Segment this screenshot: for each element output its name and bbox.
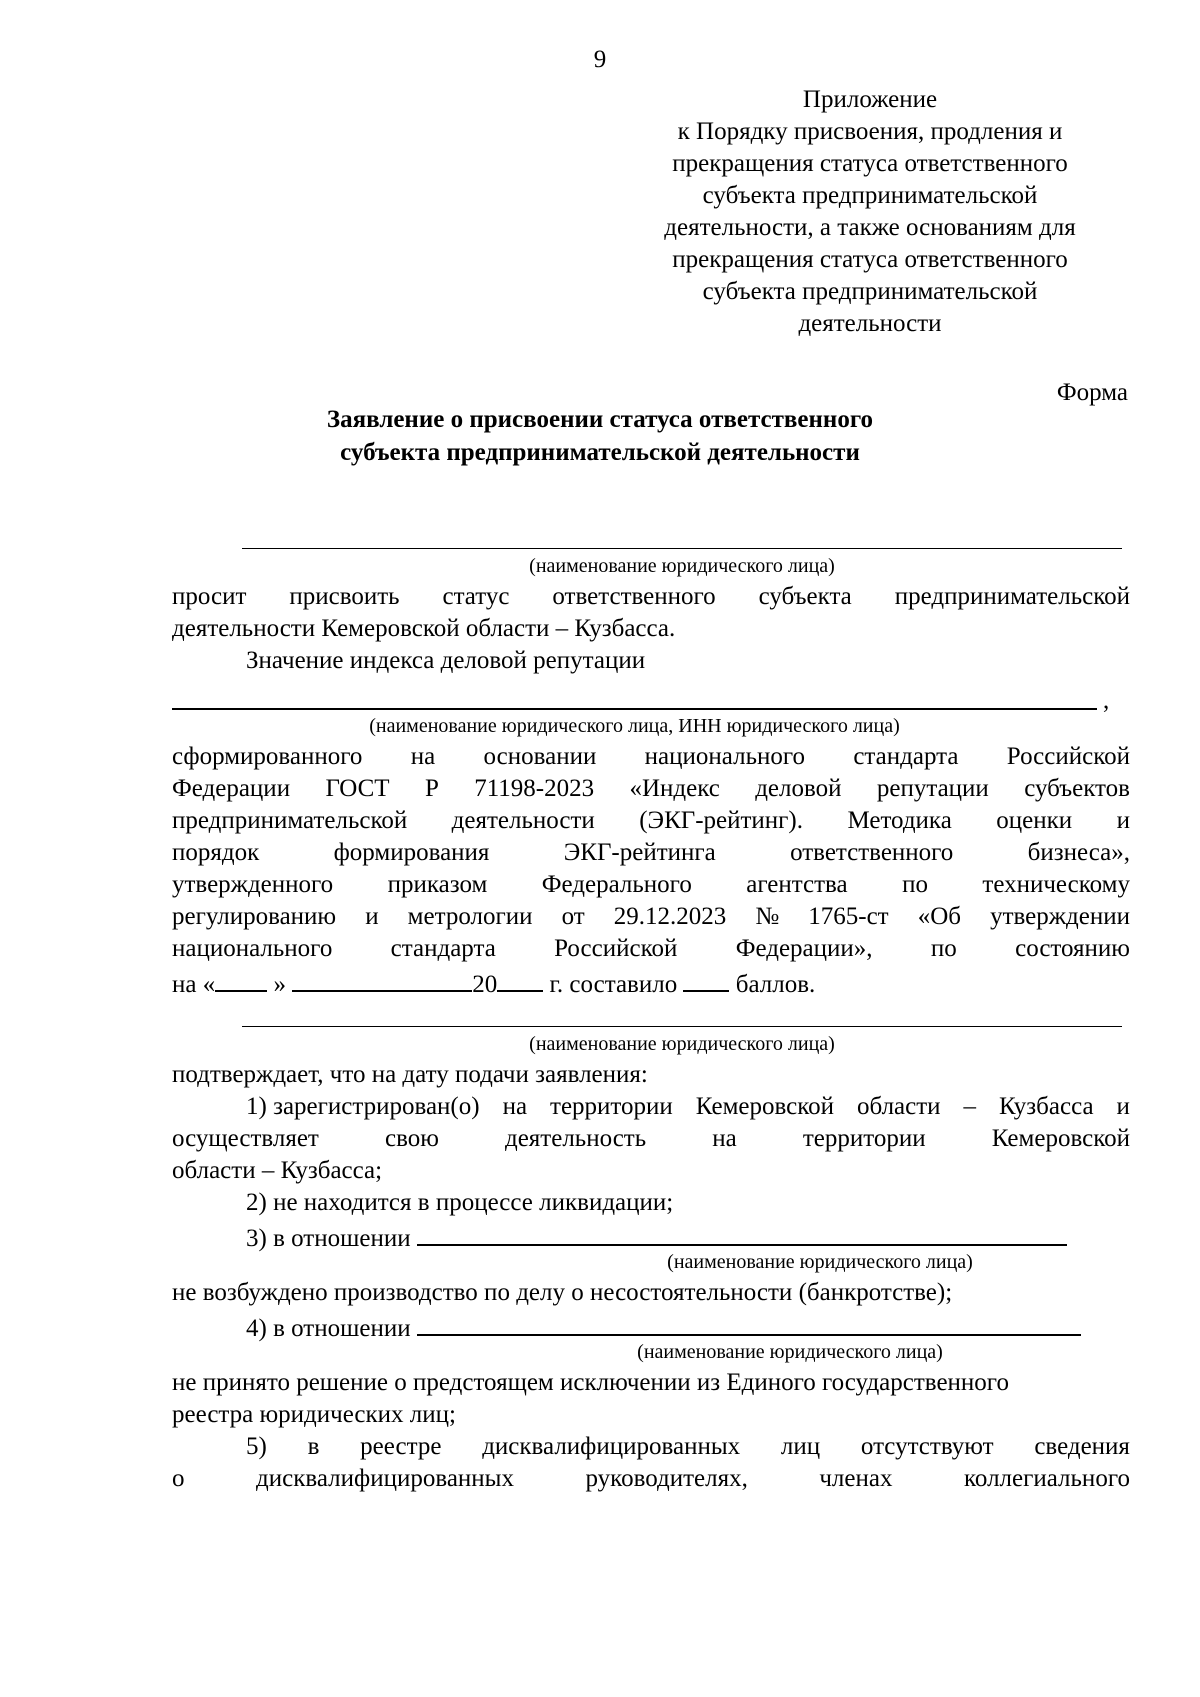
item2: 2) не находится в процессе ликвидации; xyxy=(246,1189,674,1216)
caption-item4: (наименование юридического лица) xyxy=(637,1341,943,1363)
para2-line7: национального стандарта Российской Федерации», по состоянию xyxy=(172,935,1130,962)
item3-result: не возбуждено производство по делу о несостоятельности (банкротстве); xyxy=(172,1279,953,1306)
appendix-line: Приложение xyxy=(802,86,938,113)
date-score-line: на « » 20 г. составило баллов. xyxy=(172,966,1130,998)
para2-line5: утвержденного приказом Федерального агентства по техническому xyxy=(172,871,1130,898)
item1-line2: осуществляет свою деятельность на территории Кемеровской xyxy=(172,1125,1130,1152)
confirms-line: подтверждает, что на дату подачи заявления: xyxy=(172,1061,648,1088)
title-line: субъекта предпринимательской деятельности xyxy=(340,439,860,466)
caption-legal-entity-2: (наименование юридического лица) xyxy=(529,1033,835,1055)
item4-line: 4) в отношении xyxy=(246,1310,1130,1342)
appendix-line: прекращения статуса ответственного xyxy=(672,150,1068,177)
blank-year[interactable] xyxy=(497,966,543,992)
item5-line1: 5) в реестре дисквалифицированных лиц отсутствуют сведения xyxy=(246,1433,1130,1460)
caption-legal-entity: (наименование юридического лица) xyxy=(529,555,835,577)
appendix-line: субъекта предпринимательской xyxy=(702,278,1038,305)
title-line: Заявление о присвоении статуса ответственного xyxy=(326,406,874,433)
item4-result-line1: не принято решение о предстоящем исключении из Единого государственного xyxy=(172,1369,1009,1396)
para2-line3: предпринимательской деятельности (ЭКГ-рейтинг). Методика оценки и xyxy=(172,807,1130,834)
para2-line4: порядок формирования ЭКГ-рейтинга ответственного бизнеса», xyxy=(172,839,1130,866)
item5-line2: о дисквалифицированных руководителях, членах коллегиального xyxy=(172,1465,1130,1492)
item1-line1: 1) зарегистрирован(о) на территории Кемеровской области – Кузбасса и xyxy=(246,1093,1130,1120)
trailing-comma: , xyxy=(1103,687,1110,714)
appendix-line: к Порядку присвоения, продления и xyxy=(677,118,1063,145)
para1-line1: просит присвоить статус ответственного субъекта предпринимательской xyxy=(172,583,1130,610)
item4-result-line2: реестра юридических лиц; xyxy=(172,1401,456,1428)
blank-item3-entity[interactable] xyxy=(417,1220,1067,1246)
caption-item3: (наименование юридического лица) xyxy=(667,1251,973,1273)
para2-line2: Федерации ГОСТ Р 71198-2023 «Индекс деловой репутации субъектов xyxy=(172,775,1130,802)
blank-legal-entity-line[interactable] xyxy=(242,548,1122,549)
blank-legal-entity-inn-line[interactable] xyxy=(172,708,1097,710)
appendix-header xyxy=(620,85,1120,341)
blank-legal-entity-line-2[interactable] xyxy=(242,1026,1122,1027)
blank-item4-entity[interactable] xyxy=(417,1310,1081,1336)
appendix-line: деятельности xyxy=(798,310,942,337)
blank-month[interactable] xyxy=(292,966,472,992)
appendix-line: деятельности, а также основаниям для xyxy=(664,214,1076,241)
business-reputation-index-label: Значение индекса деловой репутации xyxy=(246,647,646,674)
document-title xyxy=(0,405,1200,471)
caption-legal-entity-inn: (наименование юридического лица, ИНН юридического лица) xyxy=(369,715,900,737)
appendix-line: субъекта предпринимательской xyxy=(702,182,1038,209)
appendix-line: прекращения статуса ответственного xyxy=(672,246,1068,273)
para1-line2: деятельности Кемеровской области – Кузбасса. xyxy=(172,615,676,642)
page-number: 9 xyxy=(593,46,607,73)
blank-score[interactable] xyxy=(683,966,729,992)
form-label: Форма xyxy=(1056,379,1128,406)
item3-line: 3) в отношении xyxy=(246,1220,1130,1252)
blank-day[interactable] xyxy=(215,966,267,992)
para2-line6: регулированию и метрологии от 29.12.2023 № 1765-ст «Об утверждении xyxy=(172,903,1130,930)
para2-line1: сформированного на основании национального стандарта Российской xyxy=(172,743,1130,770)
item1-line3: области – Кузбасса; xyxy=(172,1157,383,1184)
